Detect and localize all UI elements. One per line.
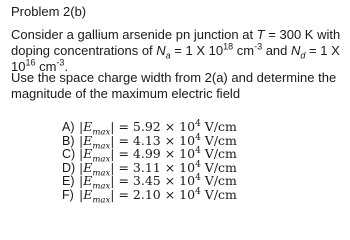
max-field-symbol: $|E_{max}|$ xyxy=(79,186,115,205)
choice-value: = $2.10 \times 10^4$ V/cm xyxy=(114,186,237,202)
answer-choice[interactable] xyxy=(62,118,237,138)
problem-title: Problem 2(b) xyxy=(11,4,87,19)
choice-value: = $4.99 \times 10^4$ V/cm xyxy=(114,145,237,161)
answer-choice[interactable] xyxy=(62,172,237,192)
donor-concentration: $N_d = 1$ X $10^{16}$ $cm^{-3}$ xyxy=(11,43,340,74)
choice-value: = $3.45 \times 10^4$ V/cm xyxy=(114,172,237,188)
problem-instruction: Use the space charge width from 2(a) and determine the magnitude of the maximum electric field xyxy=(11,70,337,101)
choice-value: = $4.13 \times 10^4$ V/cm xyxy=(114,132,237,148)
max-field-symbol: $|E_{max}|$ xyxy=(79,159,115,178)
choice-letter: E) xyxy=(62,174,75,188)
max-field-symbol: $|E_{max}|$ xyxy=(79,119,115,138)
max-field-symbol: $|E_{max}|$ xyxy=(79,173,115,192)
answer-choice[interactable] xyxy=(62,132,237,151)
choice-value: = $3.11 \times 10^4$ V/cm xyxy=(114,159,237,175)
problem-statement: Consider a gallium arsenide pn junction at T = 300 K with doping concentrations of $N_a = 1$ X $10^{18}$ $cm^{-3}$ and $N_d = 1$ X $10^{16}$ $cm^{-3}$. xyxy=(11,27,341,74)
answer-choice[interactable] xyxy=(62,159,237,178)
max-field-symbol: $|E_{max}|$ xyxy=(79,146,115,165)
choice-letter: B) xyxy=(62,133,75,148)
choice-letter: F) xyxy=(62,187,74,202)
answer-choice[interactable] xyxy=(62,186,237,205)
choice-letter: C) xyxy=(62,147,76,161)
choice-letter: D) xyxy=(62,160,76,175)
choice-value: = $5.92 \times 10^4$ V/cm xyxy=(114,118,237,134)
acceptor-concentration: $N_a = 1$ X $10^{18}$ $cm^{-3}$ xyxy=(156,41,263,61)
max-field-symbol: $|E_{max}|$ xyxy=(79,132,115,151)
choice-letter: A) xyxy=(62,120,75,134)
answer-choice[interactable] xyxy=(62,145,237,165)
answer-choices xyxy=(62,118,237,205)
